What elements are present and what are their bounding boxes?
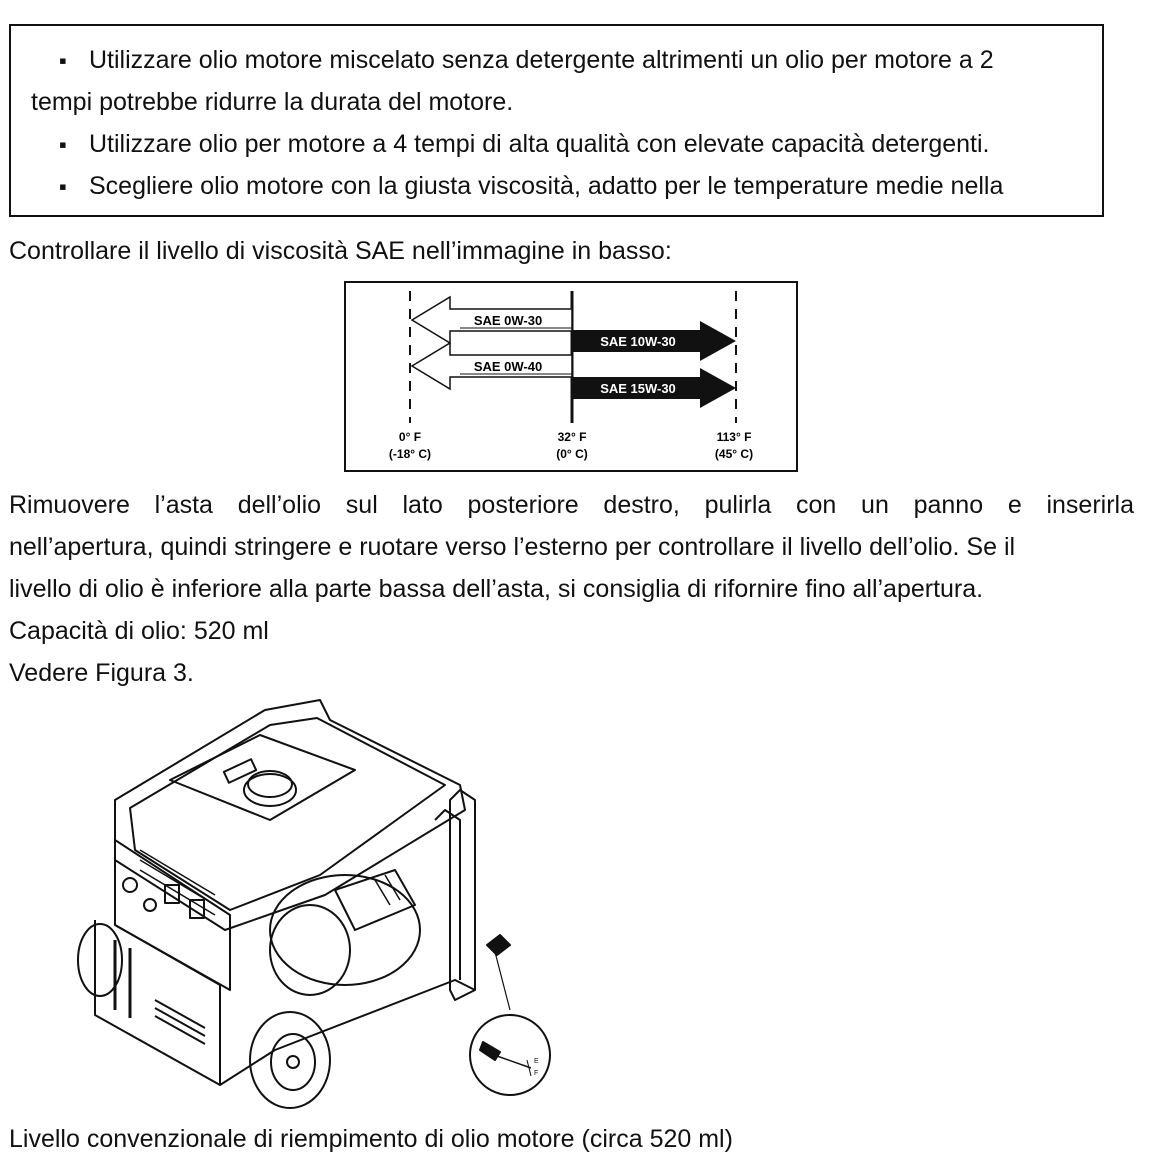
frame-top	[115, 700, 465, 930]
wheel-right	[250, 1012, 330, 1108]
dipstick-cap	[487, 935, 510, 955]
panel-knob	[123, 878, 137, 892]
housing-slots	[115, 940, 130, 1018]
notice-bullet-3: ▪ Scegliere olio motore con la giusta viscosità, adatto per le temperature medie nella	[59, 171, 1003, 202]
generator-illustration	[55, 690, 565, 1122]
tick-label-0c: (0° C)	[556, 447, 588, 461]
handle-post-inner	[435, 810, 460, 980]
figure-caption: Livello convenzionale di riempimento di olio motore (circa 520 ml)	[9, 1125, 733, 1153]
label-sae-0w30: SAE 0W-30	[473, 313, 543, 328]
sae-chart-svg	[346, 283, 796, 470]
sae-viscosity-chart	[344, 281, 798, 472]
oil-capacity: Capacità di olio: 520 ml	[9, 617, 269, 645]
notice-bullet-1: ▪ Utilizzare olio motore miscelato senza detergente altrimenti un olio per motore a 2	[59, 45, 994, 76]
generator-drawing	[55, 690, 565, 1115]
handle-post	[450, 790, 475, 1000]
label-sae-10w30: SAE 10W-30	[600, 334, 676, 349]
paragraph-line-3: livello di olio è inferiore alla parte bassa dell’asta, si consiglia di rifornire fino all’apertura.	[9, 575, 984, 603]
dipstick-mark-f: F	[534, 1070, 539, 1077]
label-sae-15w30: SAE 15W-30	[600, 381, 676, 396]
paragraph-line-1: Rimuovere l’asta dell’olio sul lato posteriore destro, pulirla con un panno e inserirla	[9, 491, 1134, 519]
tick-label-113f: 113° F	[716, 430, 752, 444]
wheel-right-axle	[287, 1056, 299, 1068]
dipstick-mark-e: E	[534, 1058, 539, 1065]
panel-breaker	[144, 899, 156, 911]
paragraph-line-2: nell’apertura, quindi stringere e ruotare verso l’esterno per controllare il livello dell’olio. Se il	[9, 533, 1016, 561]
dipstick-detail-rod	[497, 1056, 531, 1068]
fuel-tank	[170, 735, 355, 820]
control-panel	[115, 840, 230, 990]
dipstick-detail-handle	[480, 1042, 500, 1060]
dipstick-detail-circle	[470, 1015, 550, 1095]
tick-label-0f: 0° F	[398, 430, 422, 444]
notice-bullet-2: ▪ Utilizzare olio per motore a 4 tempi di alta qualità con elevate capacità detergenti.	[59, 129, 990, 160]
intro-text: Controllare il livello di viscosità SAE nell’immagine in basso:	[9, 237, 672, 265]
tick-label-45c: (45° C)	[714, 447, 754, 461]
tick-label-32f: 32° F	[557, 430, 587, 444]
housing-vents	[155, 1000, 205, 1044]
tick-label-minus18c: (-18° C)	[388, 447, 432, 461]
notice-bullet-1-continued: tempi potrebbe ridurre la durata del motore.	[31, 88, 514, 116]
label-sae-0w40: SAE 0W-40	[473, 359, 543, 374]
engine-cover	[270, 905, 350, 995]
see-figure-reference: Vedere Figura 3.	[9, 659, 194, 687]
dipstick-leader	[495, 952, 510, 1010]
